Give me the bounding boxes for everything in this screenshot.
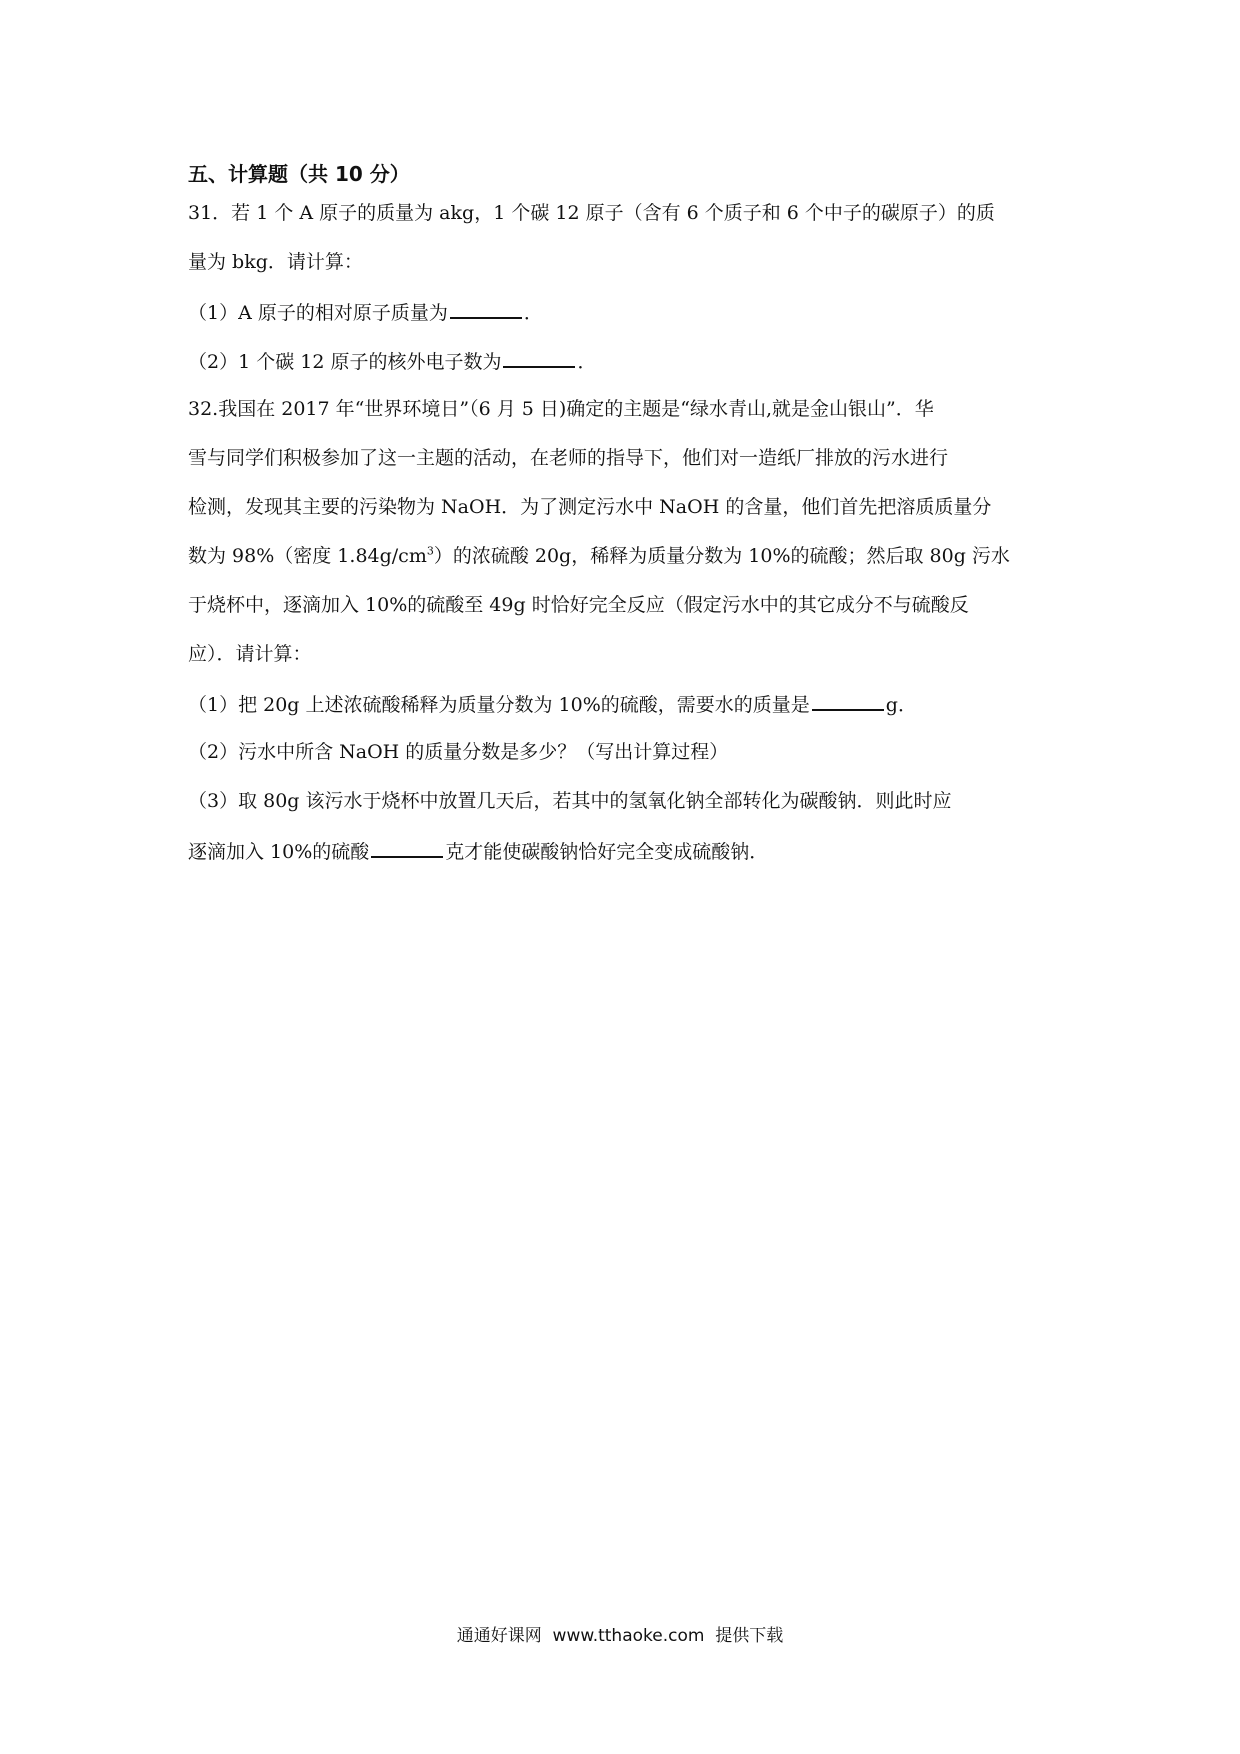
- q31-part-2-text: （2）1 个碳 12 原子的核外电子数为: [188, 351, 502, 373]
- exam-content: [188, 158, 1068, 885]
- section-title: 五、计算题（共 10 分）: [188, 162, 410, 186]
- q32-part-1-end: g．: [885, 694, 917, 716]
- answer-blank: [812, 689, 884, 711]
- question-31: [188, 199, 1068, 375]
- q32-line-3: 检测，发现其主要的污染物为 NaOH．为了测定污水中 NaOH 的含量，他们首先把溶质质量分: [188, 496, 992, 518]
- footer-watermark: 通通好课网 www.tthaoke.com 提供下载: [456, 1626, 784, 1646]
- q32-line-2: 雪与同学们积极参加了这一主题的活动，在老师的指导下，他们对一造纸厂排放的污水进行: [188, 447, 949, 469]
- q31-line-1: 31．若 1 个 A 原子的质量为 akg，1 个碳 12 原子（含有 6 个质子和 6 个中子的碳原子）的质: [188, 202, 995, 224]
- question-32: [188, 395, 1068, 865]
- q32-line-4: [188, 542, 1068, 571]
- q32-part-1: [188, 689, 1068, 718]
- answer-blank: [371, 836, 443, 858]
- q32-line-5: 于烧杯中，逐滴加入 10%的硫酸至 49g 时恰好完全反应（假定污水中的其它成分不与硫酸反: [188, 594, 969, 616]
- q31-part-2: [188, 346, 1068, 375]
- answer-blank: [450, 297, 522, 319]
- q31-part-2-end: ．: [577, 351, 597, 373]
- q32-part-2: （2）污水中所含 NaOH 的质量分数是多少？（写出计算过程）: [188, 741, 729, 763]
- superscript: 3: [426, 544, 434, 558]
- q32-part-3-line-2: [188, 836, 1068, 865]
- q32-part-3-line-1: （3）取 80g 该污水于烧杯中放置几天后，若其中的氢氧化钠全部转化为碳酸钠．则此时应: [188, 790, 952, 812]
- q31-part-1: [188, 297, 1068, 326]
- q32-line-6: 应）．请计算：: [188, 643, 312, 665]
- answer-blank: [503, 346, 575, 368]
- q31-part-1-end: ．: [523, 302, 543, 324]
- q32-part-1-text: （1）把 20g 上述浓硫酸稀释为质量分数为 10%的硫酸，需要水的质量是: [188, 694, 810, 716]
- q31-part-1-text: （1）A 原子的相对原子质量为: [188, 302, 448, 324]
- q32-line-4-rest: ）的浓硫酸 20g，稀释为质量分数为 10%的硫酸；然后取 80g 污水: [433, 545, 1010, 567]
- q32-part-3-end: 克才能使碳酸钠恰好完全变成硫酸钠．: [445, 841, 769, 863]
- q32-line-1: 32.我国在 2017 年“世界环境日”（6 月 5 日)确定的主题是“绿水青山,就是金山银山”．华: [188, 398, 934, 420]
- q31-line-2: 量为 bkg．请计算：: [188, 251, 363, 273]
- q32-part-3-text: 逐滴加入 10%的硫酸: [188, 841, 370, 863]
- q32-line-4-text: 数为 98%（密度 1.84g/cm: [188, 545, 427, 567]
